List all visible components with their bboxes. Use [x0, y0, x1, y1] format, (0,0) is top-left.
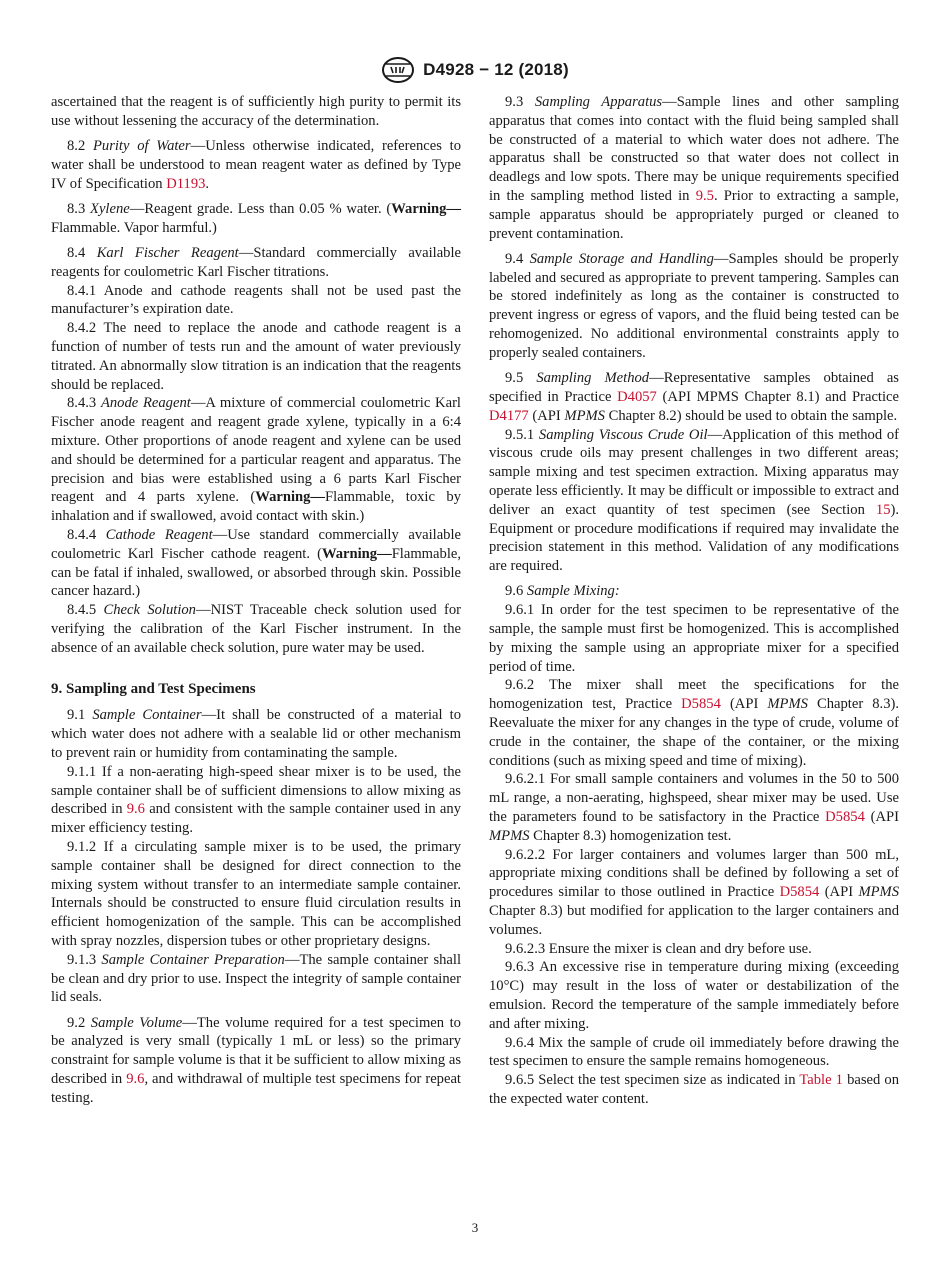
paragraph-8-4-3: 8.4.3 Anode Reagent—A mixture of commercial coulometric Karl Fischer anode reagent and reagent grade xylene, typically in a 6:4 mixture. Other proportions of anode reagent and xylene can be used and should be determined for a particular reagent and apparatus. The precision and bias were established using a 6 parts Karl Fischer reagent and 4 parts xylene. (Warning—Flammable, toxic by inhalation and if swallowed, avoid contact with skin.): [51, 395, 461, 525]
link-d4057[interactable]: D4057: [617, 388, 657, 405]
paragraph-8-2: 8.2 Purity of Water—Unless otherwise indicated, references to water shall be understood to mean reagent water as defined by Type IV of Specification D1193.: [51, 138, 461, 192]
paragraph-8-4-4: 8.4.4 Cathode Reagent—Use standard commercially available coulometric Karl Fischer cathode reagent. (Warning—Flammable, can be fatal if inhaled, swallowed, or absorbed through skin. Possible cancer hazard.): [51, 527, 462, 600]
link-9-6[interactable]: 9.6: [126, 801, 145, 818]
paragraph-8-4-2: 8.4.2 The need to replace the anode and cathode reagent is a function of number of tests run and the amount of water previously titrated. An abnormally slow titration is an indication that the reagents should be replaced.: [51, 320, 461, 393]
astm-logo-icon: [381, 56, 415, 84]
paragraph-9-5-1: 9.5.1 Sampling Viscous Crude Oil—Application of this method of viscous crude oils may present challenges in two different areas; sample mixing and test specimen extraction. Mixing apparatus may operate less efficiently. It may be difficult or impossible to extract and deliver an exact quantity of test specimen (see Section 15). Equipment or procedure modifications if required may invalidate the precision statement in this method. Validation of any modifications are required.: [489, 426, 900, 575]
paragraph-9-5: 9.5 Sampling Method—Representative samples obtained as specified in Practice D4057 (API MPMS Chapter 8.1) and Practice D4177 (API MPMS Chapter 8.2) should be used to obtain the sample.: [489, 370, 899, 424]
paragraph-9-1-2: 9.1.2 If a circulating sample mixer is to be used, the primary sample container shall be designed for direct connection to the mixing system without transfer to an intermediate sample container. Internals should be constructed to ensure fluid circulation results in efficient homogenization of the sample. This can be accomplished with spray nozzles, dispersion tubes or other proprietary designs.: [51, 838, 461, 949]
paragraph-9-3: 9.3 Sampling Apparatus—Sample lines and other sampling apparatus that comes into contact with the fluid being sampled shall be constructed of a material to which water does not adhere. The apparatus shall be constructed so that water does not collect in deadlegs and low spots. There may be unique requirements specified in the sampling method listed in 9.5. Prior to extracting a sample, sample apparatus should be appropriately purged or cleaned to prevent contamination.: [489, 94, 899, 242]
link-d5854[interactable]: D5854: [779, 884, 820, 901]
link-9-6[interactable]: 9.6: [126, 1071, 145, 1088]
paragraph-9-6-1: 9.6.1 In order for the test specimen to be representative of the sample, the sample must first be homogenized. This is accomplished by mixing the sample using an appropriate mixer for a specified period of time.: [489, 602, 899, 675]
link-9-5[interactable]: 9.5: [695, 187, 714, 204]
document-id: D4928 − 12 (2018): [423, 60, 569, 79]
paragraph-9-6: 9.6 Sample Mixing:: [505, 583, 620, 600]
paragraph-9-6-2-1: 9.6.2.1 For small sample containers and volumes in the 50 to 500 mL range, a non-aerating, highspeed, shear mixer may be used. Use the parameters found to be satisfactory in the Practice D5854 (API MPMS Chapter 8.3) homogenization test.: [489, 771, 899, 844]
paragraph-9-6-4: 9.6.4 Mix the sample of crude oil immediately before drawing the test specimen to ensure the sample remains homogeneous.: [489, 1034, 899, 1070]
link-d4177[interactable]: D4177: [489, 407, 529, 424]
page-header: [0, 52, 950, 88]
paragraph-8-4: 8.4 Karl Fischer Reagent—Standard commercially available reagents for coulometric Karl Fischer titrations.: [51, 245, 461, 280]
paragraph-9-1-1: 9.1.1 If a non-aerating high-speed shear mixer is to be used, the sample container shall be of sufficient dimensions to allow mixing as described in 9.6 and consistent with the sample container used in any mixer efficiency testing.: [51, 763, 461, 837]
paragraph-9-6-3: 9.6.3 An excessive rise in temperature during mixing (exceeding 10°C) may result in the loss of water or destabilization of the emulsion. Record the temperature of the sample immediately before and after mixing.: [489, 959, 899, 1032]
paragraph-9-6-2: 9.6.2 The mixer shall meet the specifications for the homogenization test, Practice D5854 (API MPMS Chapter 8.3). Reevaluate the mixer for any changes in the type of crude, volume of crude in the container, the shape of the container, or the mixing conditions (such as mixing speed and time of mixing).: [489, 677, 899, 769]
paragraph-9-6-2-3: 9.6.2.3 Ensure the mixer is clean and dry before use.: [505, 940, 812, 957]
paragraph-9-4: 9.4 Sample Storage and Handling—Samples should be properly labeled and secured as appropriate to prevent tampering. Samples can be stored indefinitely as long as the container is constructed to prevent ingress or egress of vapors, and the fluid being tested can be rehomogenized. No additional environmental constraints apply to properly sealed containers.: [489, 250, 899, 361]
paragraph-9-2: 9.2 Sample Volume—The volume required for a test specimen to be analyzed is very small (typically 1 mL or less) so the primary constraint for sample volume is that it be sufficient to allow mixing as described in 9.6, and withdrawal of multiple test specimens for repeat testing.: [51, 1014, 461, 1106]
paragraph-9-6-5: 9.6.5 Select the test specimen size as indicated in Table 1 based on the expected water content.: [489, 1072, 900, 1107]
right-column: [489, 93, 899, 1109]
link-d1193[interactable]: D1193: [166, 175, 206, 192]
paragraph-8-4-5: 8.4.5 Check Solution—NIST Traceable check solution used for verifying the calibration of the Karl Fischer instrument. In the absence of an available check solution, pure water may be used.: [51, 602, 461, 656]
paragraph-9-1-3: 9.1.3 Sample Container Preparation—The sample container shall be clean and dry prior to use. Inspect the integrity of sample container lid seals.: [51, 951, 462, 1006]
section-9-heading: 9. Sampling and Test Specimens: [51, 680, 256, 697]
paragraph-9-6-2-2: 9.6.2.2 For larger containers and volumes larger than 500 mL, appropriate mixing conditions shall be defined by following a set of procedures similar to those outlined in Practice D5854 (API MPMS Chapter 8.3) but modified for application to the larger containers and volumes.: [489, 846, 899, 938]
link-d5854[interactable]: D5854: [825, 808, 865, 825]
paragraph-8-1-continued: ascertained that the reagent is of sufficiently high purity to permit its use without lessening the accuracy of the determination.: [51, 94, 461, 129]
link-table-1[interactable]: Table 1: [799, 1072, 843, 1089]
left-column: [51, 93, 461, 1108]
link-d5854[interactable]: D5854: [681, 696, 721, 713]
link-section-15[interactable]: 15: [875, 501, 891, 518]
paragraph-9-1: 9.1 Sample Container—It shall be constructed of a material to which water does not adhere with a sealable lid or other mechanism to prevent rain or humidity from contaminating the sample.: [51, 707, 461, 761]
paragraph-8-3: 8.3 Xylene—Reagent grade. Less than 0.05 % water. (Warning—Flammable. Vapor harmful.): [51, 200, 462, 236]
paragraph-8-4-1: 8.4.1 Anode and cathode reagents shall not be used past the manufacturer’s expiration date.: [51, 282, 461, 318]
page-number: 3: [471, 1220, 479, 1235]
